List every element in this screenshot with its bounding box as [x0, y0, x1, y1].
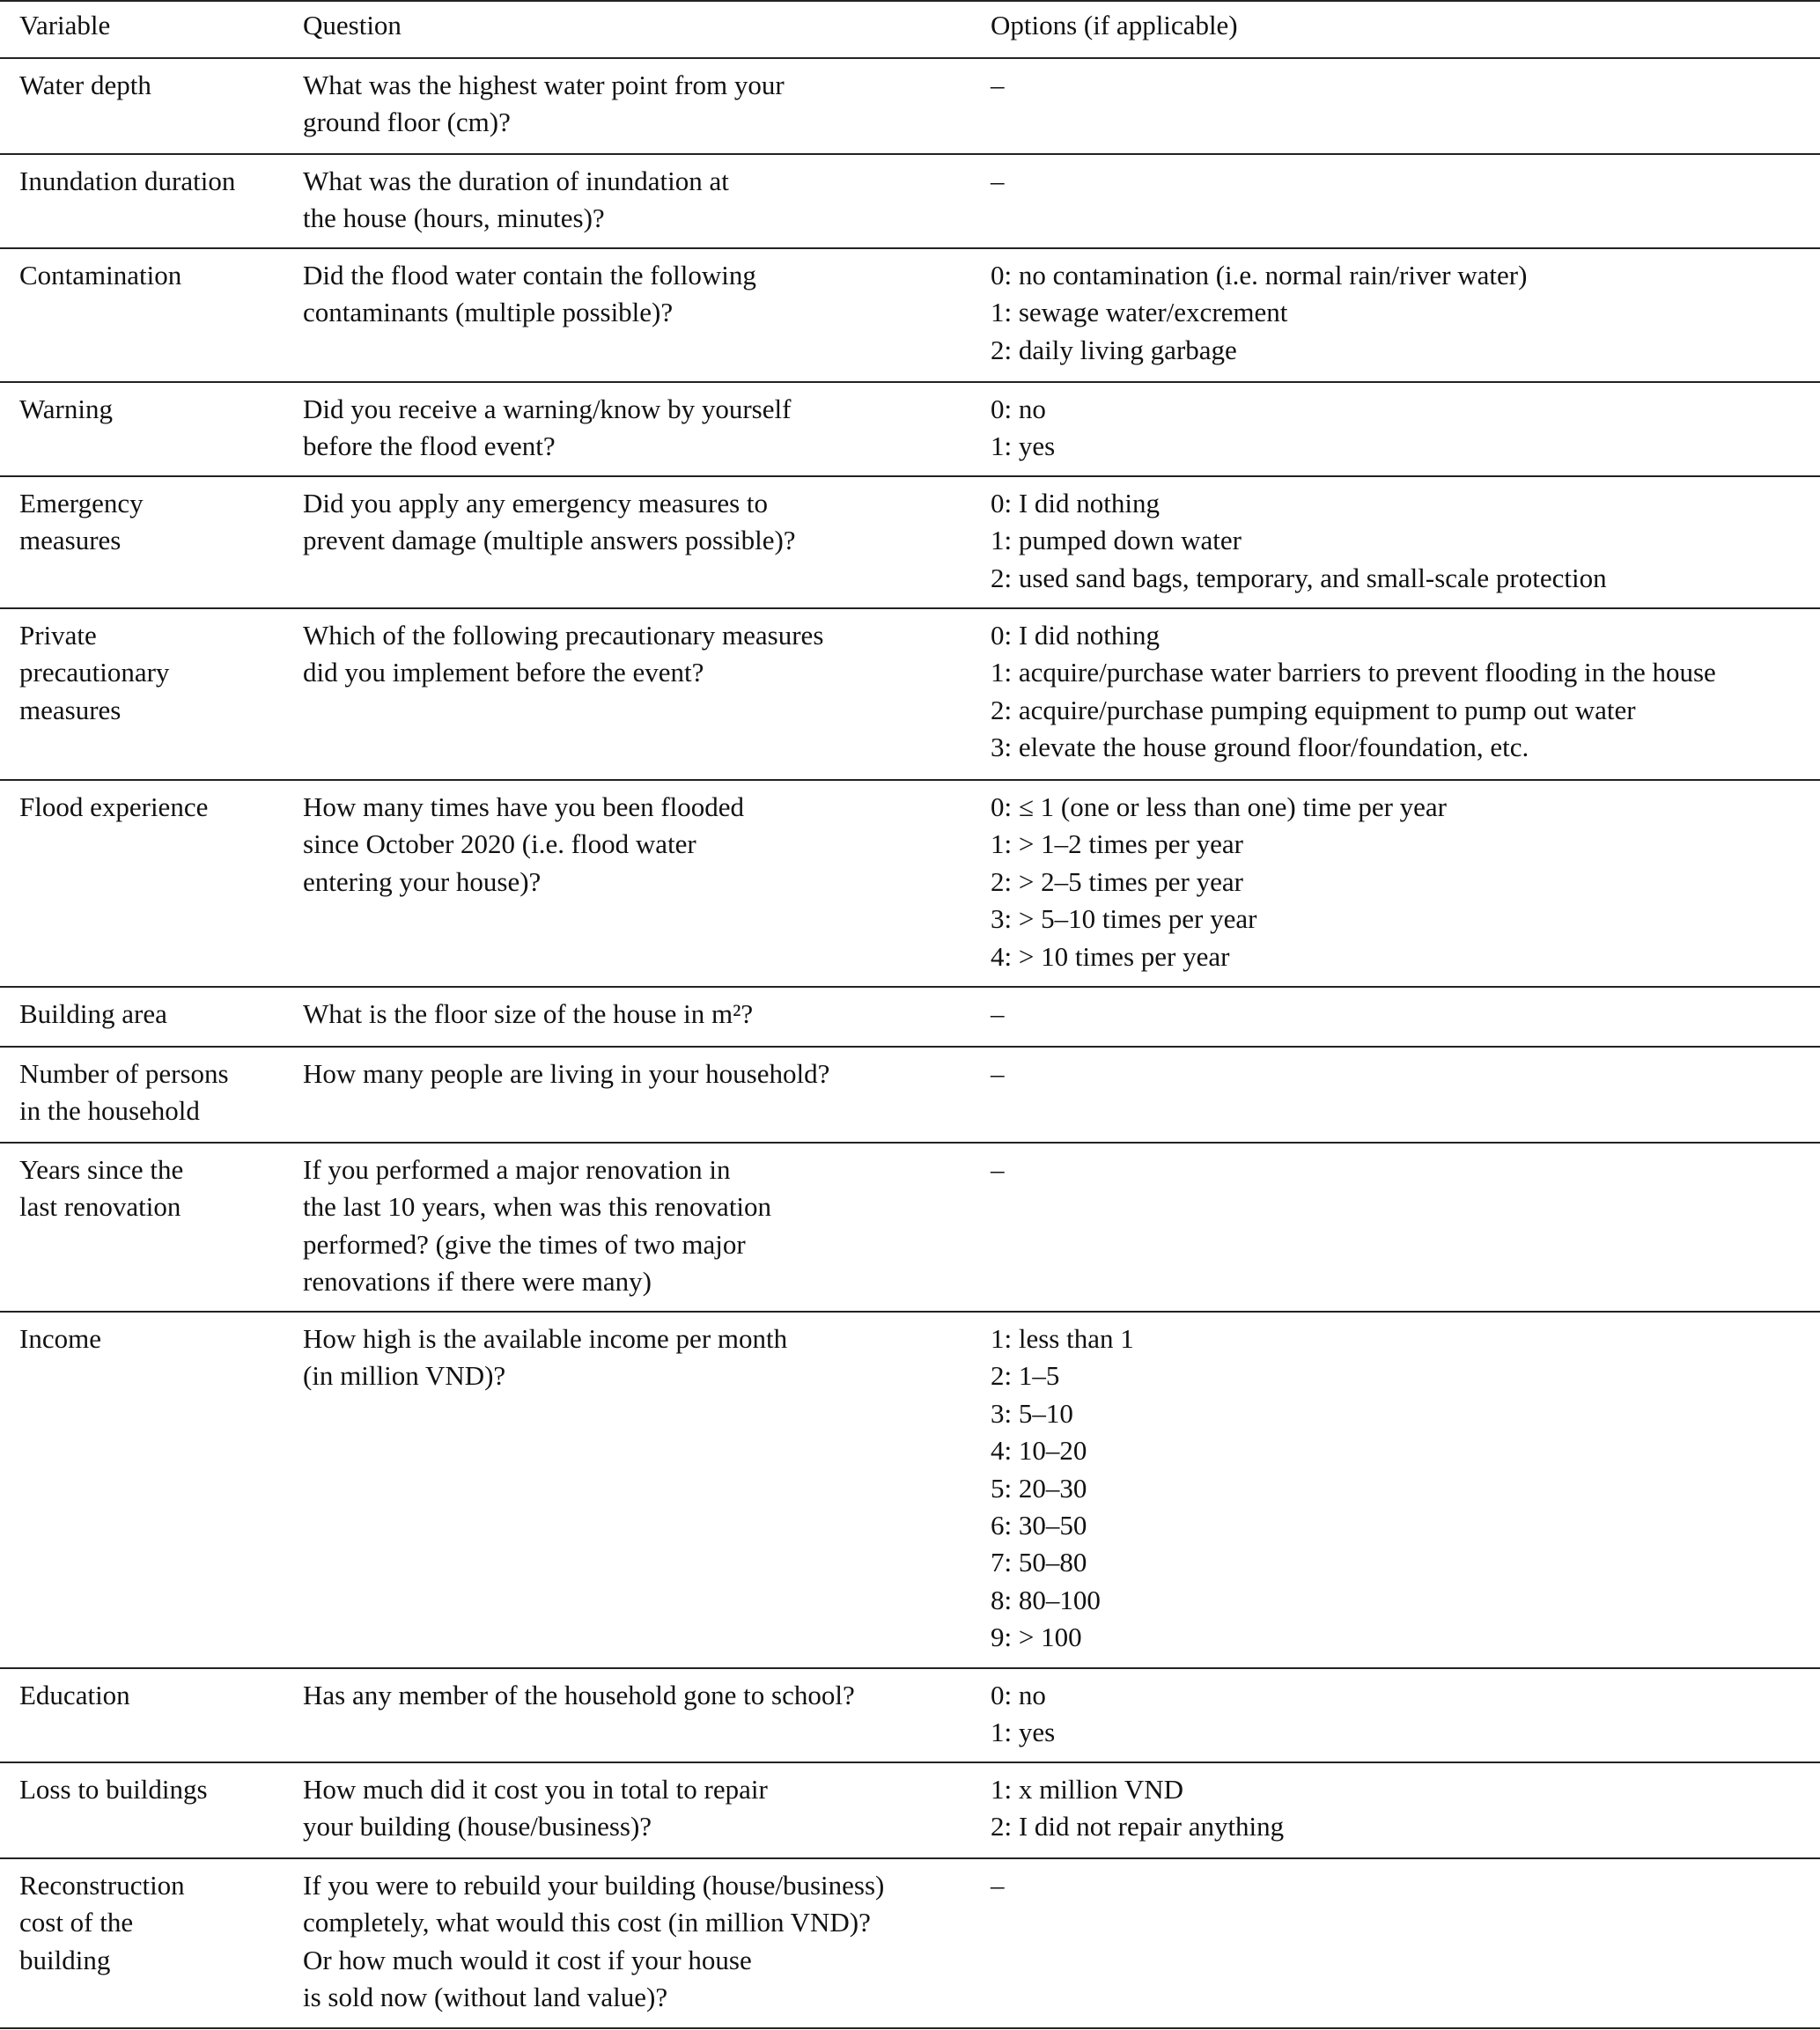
option-item: 0: I did nothing [991, 488, 1161, 519]
question-cell-line: Did the flood water contain the following [303, 260, 756, 291]
option-item: 3: 5–10 [991, 1397, 1073, 1429]
variable-cell-line: Education [19, 1680, 130, 1710]
question-cell-line: How many people are living in your household? [303, 1058, 830, 1089]
table-row [0, 1858, 1820, 2028]
option-item: 2: I did not repair anything [991, 1811, 1285, 1842]
question-cell-line: before the flood event? [303, 430, 556, 462]
variable-cell [19, 1151, 183, 1226]
variable-cell-line: Private [19, 620, 97, 651]
question-cell-line: Or how much would it cost if your house [303, 1944, 752, 1975]
option-item: 0: ≤ 1 (one or less than one) time per year [991, 791, 1448, 822]
variable-cell-line: measures [19, 525, 122, 556]
variable-cell-line: Loss to buildings [19, 1774, 208, 1805]
table-row [0, 248, 1820, 382]
variable-cell-line: Years since the [19, 1154, 184, 1185]
question-cell-line: Which of the following precautionary measures [303, 620, 824, 651]
option-item: 1: acquire/purchase water barriers to prevent flooding in the house [991, 657, 1716, 688]
variable-cell-line: Inundation duration [19, 165, 236, 196]
option-item: 1: x million VND [991, 1774, 1184, 1805]
question-cell-line: your building (house/business)? [303, 1811, 652, 1842]
table-row [0, 1668, 1820, 1762]
table-row [0, 1762, 1820, 1858]
question-cell-line: What is the floor size of the house in m²? [303, 998, 754, 1029]
option-item: 1: yes [991, 1717, 1056, 1748]
options-cell [991, 1320, 1134, 1657]
options-cell [991, 617, 1716, 767]
variable-cell [19, 617, 169, 729]
variable-cell [19, 1055, 229, 1130]
question-cell [303, 1320, 787, 1395]
variable-cell-line: precautionary [19, 657, 170, 688]
variable-cell-line: Contamination [19, 260, 182, 291]
question-cell-line: prevent damage (multiple answers possible)? [303, 525, 796, 556]
options-cell [991, 1771, 1284, 1846]
options-cell [991, 1055, 1005, 1092]
variable-cell-line: Warning [19, 393, 113, 424]
options-cell [991, 996, 1005, 1033]
option-item: 1: > 1–2 times per year [991, 828, 1243, 860]
question-cell [303, 257, 756, 332]
question-cell [303, 485, 796, 560]
question-cell-line: Has any member of the household gone to school? [303, 1680, 855, 1710]
options-cell [991, 789, 1447, 975]
table-row [0, 58, 1820, 154]
variable-cell-line: cost of the [19, 1907, 134, 1938]
question-cell-line: renovations if there were many) [303, 1266, 652, 1298]
question-cell-line: If you were to rebuild your building (house/business) [303, 1870, 885, 1901]
question-cell-line: How many times have you been flooded [303, 791, 745, 822]
option-item: 0: no contamination (i.e. normal rain/river water) [991, 260, 1528, 291]
option-item: 3: > 5–10 times per year [991, 903, 1257, 935]
question-cell [303, 1151, 771, 1301]
variable-cell [19, 1677, 130, 1714]
option-item: – [991, 998, 1005, 1029]
variable-cell-line: in the household [19, 1095, 200, 1127]
option-item: 1: yes [991, 430, 1056, 462]
question-cell-line: Did you receive a warning/know by yourself [303, 393, 792, 424]
option-item: 1: pumped down water [991, 525, 1242, 556]
question-cell-line: did you implement before the event? [303, 657, 704, 688]
question-cell-line: Did you apply any emergency measures to [303, 488, 768, 519]
variable-cell [19, 485, 144, 560]
option-item: – [991, 70, 1005, 100]
variable-cell-line: Flood experience [19, 791, 209, 822]
option-item: 9: > 100 [991, 1622, 1082, 1653]
question-cell-line: since October 2020 (i.e. flood water [303, 828, 696, 860]
options-cell [991, 485, 1607, 597]
variable-cell [19, 67, 151, 104]
option-item: 2: used sand bags, temporary, and small-scale protection [991, 562, 1607, 593]
options-cell [991, 67, 1005, 104]
variable-cell-line: Number of persons [19, 1058, 229, 1089]
table-row [0, 1047, 1820, 1143]
variable-cell-line: measures [19, 694, 122, 725]
question-cell [303, 391, 791, 466]
option-item: 8: 80–100 [991, 1584, 1101, 1615]
option-item: 1: sewage water/excrement [991, 297, 1288, 328]
option-item: – [991, 165, 1005, 196]
question-cell-line: ground floor (cm)? [303, 107, 511, 138]
option-item: – [991, 1058, 1005, 1089]
options-cell [991, 391, 1055, 466]
variable-cell-line: Emergency [19, 488, 144, 519]
option-item: 4: > 10 times per year [991, 940, 1230, 972]
question-cell [303, 789, 744, 901]
question-cell [303, 67, 785, 142]
options-cell [991, 257, 1527, 369]
question-cell-line: How high is the available income per month [303, 1323, 788, 1354]
question-cell [303, 163, 729, 238]
option-item: 7: 50–80 [991, 1547, 1087, 1578]
option-item: 4: 10–20 [991, 1435, 1087, 1467]
table-row [0, 987, 1820, 1047]
option-item: 5: 20–30 [991, 1472, 1087, 1504]
header-question: Question [303, 10, 402, 40]
header-options: Options (if applicable) [991, 10, 1238, 40]
question-cell [303, 1867, 884, 2017]
variable-cell [19, 996, 167, 1033]
variable-cell-line: Building area [19, 998, 167, 1029]
option-item: 2: > 2–5 times per year [991, 865, 1243, 897]
option-item: 0: I did nothing [991, 620, 1161, 651]
table-row [0, 154, 1820, 248]
option-item: 2: acquire/purchase pumping equipment to pump out water [991, 694, 1636, 725]
question-cell [303, 1677, 855, 1714]
question-cell-line: What was the highest water point from your [303, 70, 785, 100]
variable-cell-line: last renovation [19, 1191, 181, 1223]
variable-cell [19, 163, 235, 200]
option-item: 0: no [991, 393, 1046, 424]
table-row [0, 476, 1820, 608]
options-cell [991, 1151, 1005, 1188]
table-row [0, 382, 1820, 476]
variable-cell-line: Reconstruction [19, 1870, 185, 1901]
question-cell-line: What was the duration of inundation at [303, 165, 729, 196]
question-cell-line: entering your house)? [303, 865, 542, 897]
option-item: 3: elevate the house ground floor/foundation, etc. [991, 732, 1529, 763]
question-cell-line: the last 10 years, when was this renovation [303, 1191, 772, 1223]
variable-cell [19, 1867, 185, 1979]
options-cell [991, 1867, 1005, 1904]
table-header-row [0, 0, 1820, 58]
option-item: 2: daily living garbage [991, 334, 1237, 365]
variable-cell [19, 1771, 208, 1808]
option-item: – [991, 1870, 1005, 1901]
option-item: 1: less than 1 [991, 1323, 1134, 1354]
variable-cell [19, 257, 181, 294]
question-cell-line: completely, what would this cost (in million VND)? [303, 1907, 871, 1938]
question-cell-line: How much did it cost you in total to repair [303, 1774, 768, 1805]
table-row [0, 608, 1820, 780]
option-item: 0: no [991, 1680, 1046, 1710]
question-cell [303, 996, 753, 1033]
options-cell [991, 1677, 1055, 1752]
variable-cell-line: Water depth [19, 70, 151, 100]
table-row [0, 1143, 1820, 1312]
question-cell-line: contaminants (multiple possible)? [303, 297, 674, 328]
variable-cell [19, 1320, 101, 1357]
question-cell-line: is sold now (without land value)? [303, 1982, 668, 2013]
option-item: 2: 1–5 [991, 1360, 1060, 1392]
question-cell-line: performed? (give the times of two major [303, 1228, 746, 1260]
variable-cell [19, 789, 208, 826]
table-row [0, 1312, 1820, 1668]
question-cell-line: the house (hours, minutes)? [303, 202, 605, 234]
question-cell [303, 617, 823, 692]
option-item: – [991, 1154, 1005, 1185]
question-cell-line: If you performed a major renovation in [303, 1154, 731, 1185]
table-row [0, 780, 1820, 987]
question-cell-line: (in million VND)? [303, 1360, 506, 1392]
option-item: 6: 30–50 [991, 1510, 1087, 1541]
question-cell [303, 1055, 829, 1092]
question-cell [303, 1771, 768, 1846]
header-variable: Variable [19, 10, 111, 40]
variable-cell-line: building [19, 1944, 111, 1975]
options-cell [991, 163, 1005, 200]
variable-cell-line: Income [19, 1323, 101, 1354]
variable-cell [19, 391, 113, 428]
